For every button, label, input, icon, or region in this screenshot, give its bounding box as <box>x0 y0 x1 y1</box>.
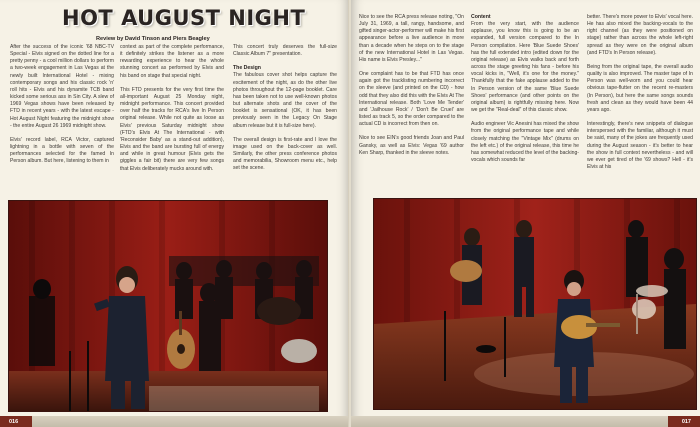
right-column-3 <box>587 14 693 178</box>
concert-photo-left <box>8 200 328 412</box>
paragraph: The fabulous cover shot helps capture the excitement of the night, as do the other live photos throughout the 12-page booklet. Care has been taken not to use well-known photos but alternate shots and the cover of the booklet is sensational (OK, it has been previously seen in the Legacy On Stage album release but it is full-size here). <box>233 72 337 129</box>
paragraph: better. There's more power to Elvis' vocal here. He has also mixed the backing-vocals to the right channel (as they were positioned on stage) rather than across the whole left-right spread as they were on the original album (and FTD's In Person release). <box>587 14 693 56</box>
paragraph: Nice to see EIN's good friends Joan and Paul Gansky, as well as Elvis: Vegas '69 author Ken Sharp, thanked in the sleeve notes. <box>359 135 464 156</box>
right-column-2 <box>471 14 579 171</box>
right-page <box>351 0 700 427</box>
paragraph: One complaint has to be that FTD has once again got the tracklisting numbering incorrect on the sleeve (and printed on the CD) - how odd that they also did this with the Elvis At The International release. Both 'Love Me Tender' and 'Jailhouse Rock' / 'Don't Be Cruel' are listed as track 5, so the order compared to the actual CD is incorrect from then on. <box>359 71 464 128</box>
paragraph: Audio engineer Vic Anesini has mixed the show from the original performance tape and while closely matching the "Vintage Mix" (drums on the left etc.) of the original release, this time he has somewhat reduced the level of the backing-vocals which sounds far <box>471 121 579 163</box>
right-column-1 <box>359 14 464 164</box>
paragraph: From the very start, with the audience applause, you know this is going to be an expanded, full version compared to the In Person compilation. Here 'Blue Suede Shoes' has the full extended intro (edited down for the original release) as Elvis walks back and forth across the stage greeting his fans - before his vocal kicks in, "Well, it's one for the money." Thankfully that the fake applause added to the In Person version of the same 'Blue Suede Shoes' performance (and other points on the original album) is rightfully missing here. Now we get the "Real-deal" of this classic show. <box>471 21 579 114</box>
paragraph: Elvis' record label, RCA Victor, captured lightning in a bottle with seven of the performances selected for the famed In Person album. But here, listening to them in <box>10 136 114 165</box>
paragraph: After the success of the iconic '68 NBC-TV Special - Elvis signed on the dotted line for a pretty penny - a cool million dollars to perform a two-week engagement in Las Vegas at the newly built International Hotel - mixing contemporary songs and his classic rock 'n' roll hits - Elvis and his dynamite TCB band kicked some serious ass in Sin City. A slew of 1969 Vegas shows have been released by FTD in recent years - with the latest escape - Hot August Night featuring the midnight show - the entire August 26 1969 midnight show. <box>10 44 114 129</box>
section-heading: Content <box>471 14 491 20</box>
page-number: 016 <box>9 419 19 425</box>
left-page <box>0 0 349 427</box>
paragraph: context as part of the complete performance, it definitely strikes the listener as a more rewarding experience to hear the whole stunning concert as performed by Elvis and his band on stage that special night. <box>120 44 224 79</box>
concert-photo-right-image <box>374 199 696 409</box>
paragraph: Being from the original tape, the overall audio quality is also improved. The master tape of In Person was well-worn and you could hear obvious tape-flutter on the recent re-masters (In Person), but here the same songs sounds fresh and clean as they would have been 44 years ago. <box>587 63 693 113</box>
paragraph: This concert truly deserves the full-size Classic Album 7" presentation. <box>233 44 337 58</box>
article-byline: Review by David Tinson and Piers Beagley <box>96 36 210 42</box>
left-column-3 <box>233 44 337 180</box>
left-column-1 <box>10 44 114 173</box>
section-heading: The Design <box>233 65 261 72</box>
left-column-2 <box>120 44 224 180</box>
article-title: HOT AUGUST NIGHT <box>62 6 306 30</box>
concert-photo-left-image <box>9 201 327 411</box>
page-footer-right <box>351 416 700 427</box>
paragraph: Interestingly, there's new snippets of dialogue interspersed with the familiar, although it must be said, many of the jokes are frequently used during the August season - it's better to hear the show in full context nevertheless - and will we ever get tired of the '69 shows? Hell - it's Elvis at his <box>587 121 693 170</box>
concert-photo-right <box>373 198 697 410</box>
page-footer-left <box>0 416 349 427</box>
page-number: 017 <box>681 419 691 425</box>
paragraph: This FTD presents for the very first time the all-important August 25 Monday night, midnight performance. This concert provided over half the tracks for RCA's live In Person original release. While not quite as loose as Elvis' previous Saturday midnight show (FTD's Elvis At The International - with 'Reconsider Baby' as a stand-out addition), Elvis and the band are bursting full of energy and while in great humour (Elvis gets the giggles a fair bit) there are very few songs that Elvis deliberately mucks around with. <box>120 86 224 172</box>
paragraph: The overall design is first-rate and I love the image used on the back-cover as well. Similarly, the other press conference photos and memorabilia, Showroom menu etc., help set the scene. <box>233 136 337 172</box>
paragraph: Nice to see the RCA press release noting, "On July 31, 1969, a tall, rangy, handsome, and gifted singer-actor-performer will make his first appearance before a live audience in more than a decade when he steps on to the stage of the new International Hotel in Las Vegas. His name is Elvis Presley..." <box>359 14 464 63</box>
